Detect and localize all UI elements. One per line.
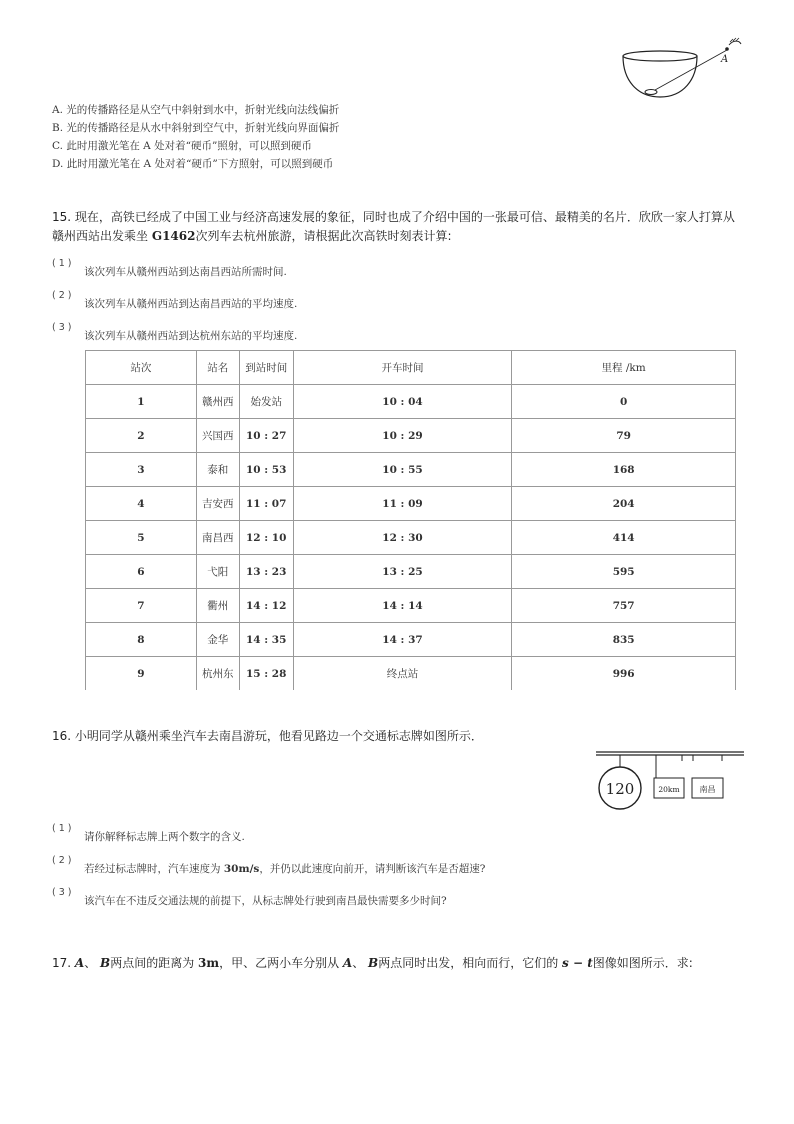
cell: 14 : 12 [239, 589, 293, 623]
cell: 6 [86, 555, 197, 589]
q15-sub3-num: ( 3 ) [52, 322, 72, 333]
header-departure: 开车时间 [293, 351, 512, 385]
timetable [85, 350, 736, 690]
cell: 5 [86, 521, 197, 555]
question-15: 15. 现在，高铁已经成了中国工业与经济高速发展的象征，同时也成了介绍中国的一张最可信、最精美的名片．欣欣一家人打算从赣州西站出发乘坐 G1462次列车去杭州旅游，请根据此次高铁时刻表计算: [52, 210, 735, 243]
option-c: C. 此时用激光笔在 A 处对着“硬币”照射，可以照到硬币 [52, 140, 312, 152]
option-d: D. 此时用激光笔在 A 处对着“硬币”下方照射，可以照到硬币 [52, 158, 334, 170]
cell: 始发站 [239, 385, 293, 419]
cell: 终点站 [293, 657, 512, 691]
distance-value: 20km [658, 785, 680, 794]
question-17: 17. A、 B两点间的距离为 3m，甲、乙两小车分别从 A、 B两点同时出发，相向而行，它们的 s − t图像如图所示．求: [52, 956, 693, 970]
table-row [86, 589, 736, 623]
cell: 13 : 25 [293, 555, 512, 589]
cell: 10 : 53 [239, 453, 293, 487]
eye-icon [729, 38, 741, 45]
table-row [86, 487, 736, 521]
cell: 1 [86, 385, 197, 419]
cell: 13 : 23 [239, 555, 293, 589]
table-header-row [86, 351, 736, 385]
q16-sub2-num: ( 2 ) [52, 855, 72, 866]
cell: 8 [86, 623, 197, 657]
cell: 79 [512, 419, 736, 453]
cell: 赣州西 [196, 385, 239, 419]
cell: 泰和 [196, 453, 239, 487]
cell: 996 [512, 657, 736, 691]
cell: 10 : 04 [293, 385, 512, 419]
cell: 10 : 27 [239, 419, 293, 453]
cell: 11 : 07 [239, 487, 293, 521]
cell: 杭州东 [196, 657, 239, 691]
cell: 10 : 29 [293, 419, 512, 453]
q16-sub1-text: 请你解释标志牌上两个数字的含义. [84, 831, 245, 843]
q16-sub3-text: 该汽车在不违反交通法规的前提下，从标志牌处行驶到南昌最快需要多少时间? [84, 895, 447, 907]
cell: 757 [512, 589, 736, 623]
table-row [86, 555, 736, 589]
table-row [86, 419, 736, 453]
q15-sub2-num: ( 2 ) [52, 290, 72, 301]
header-distance: 里程 /km [512, 351, 736, 385]
header-station: 站名 [196, 351, 239, 385]
q15-sub2-text: 该次列车从赣州西站到达南昌西站的平均速度. [84, 298, 298, 310]
q16-sub3-num: ( 3 ) [52, 887, 72, 898]
question-16: 16. 小明同学从赣州乘坐汽车去南昌游玩，他看见路边一个交通标志牌如图所示． [52, 729, 483, 743]
table-row [86, 657, 736, 691]
cell: 10 : 55 [293, 453, 512, 487]
cell: 衢州 [196, 589, 239, 623]
cell: 15 : 28 [239, 657, 293, 691]
cell: 835 [512, 623, 736, 657]
q16-sub2-text: 若经过标志牌时，汽车速度为 30m/s，并仍以此速度向前开，请判断该汽车是否超速? [84, 863, 486, 875]
cell: 12 : 30 [293, 521, 512, 555]
q15-sub1-num: ( 1 ) [52, 258, 72, 269]
traffic-sign-figure [594, 748, 746, 820]
cell: 金华 [196, 623, 239, 657]
cell: 4 [86, 487, 197, 521]
table-row [86, 385, 736, 419]
cell: 7 [86, 589, 197, 623]
cell: 弋阳 [196, 555, 239, 589]
cell: 吉安西 [196, 487, 239, 521]
option-a: A. 光的传播路径是从空气中斜射到水中，折射光线向法线偏折 [52, 104, 340, 116]
destination-value: 南昌 [699, 785, 716, 794]
speed-limit-value: 120 [605, 780, 635, 798]
table-row [86, 521, 736, 555]
cell: 兴国西 [196, 419, 239, 453]
header-stop-no: 站次 [86, 351, 197, 385]
cell: 595 [512, 555, 736, 589]
cell: 14 : 35 [239, 623, 293, 657]
cell: 南昌西 [196, 521, 239, 555]
cell: 11 : 09 [293, 487, 512, 521]
q16-sub1-num: ( 1 ) [52, 823, 72, 834]
figure-label-a: A [721, 54, 729, 65]
header-arrival: 到站时间 [239, 351, 293, 385]
table-row [86, 453, 736, 487]
cell: 12 : 10 [239, 521, 293, 555]
bowl-figure [615, 35, 750, 105]
cell: 14 : 37 [293, 623, 512, 657]
cell: 3 [86, 453, 197, 487]
cell: 168 [512, 453, 736, 487]
cell: 2 [86, 419, 197, 453]
q15-sub3-text: 该次列车从赣州西站到达杭州东站的平均速度. [84, 330, 298, 342]
cell: 9 [86, 657, 197, 691]
cell: 414 [512, 521, 736, 555]
table-row [86, 623, 736, 657]
cell: 14 : 14 [293, 589, 512, 623]
cell: 0 [512, 385, 736, 419]
option-b: B. 光的传播路径是从水中斜射到空气中，折射光线向界面偏折 [52, 122, 340, 134]
cell: 204 [512, 487, 736, 521]
q15-sub1-text: 该次列车从赣州西站到达南昌西站所需时间. [84, 266, 287, 278]
